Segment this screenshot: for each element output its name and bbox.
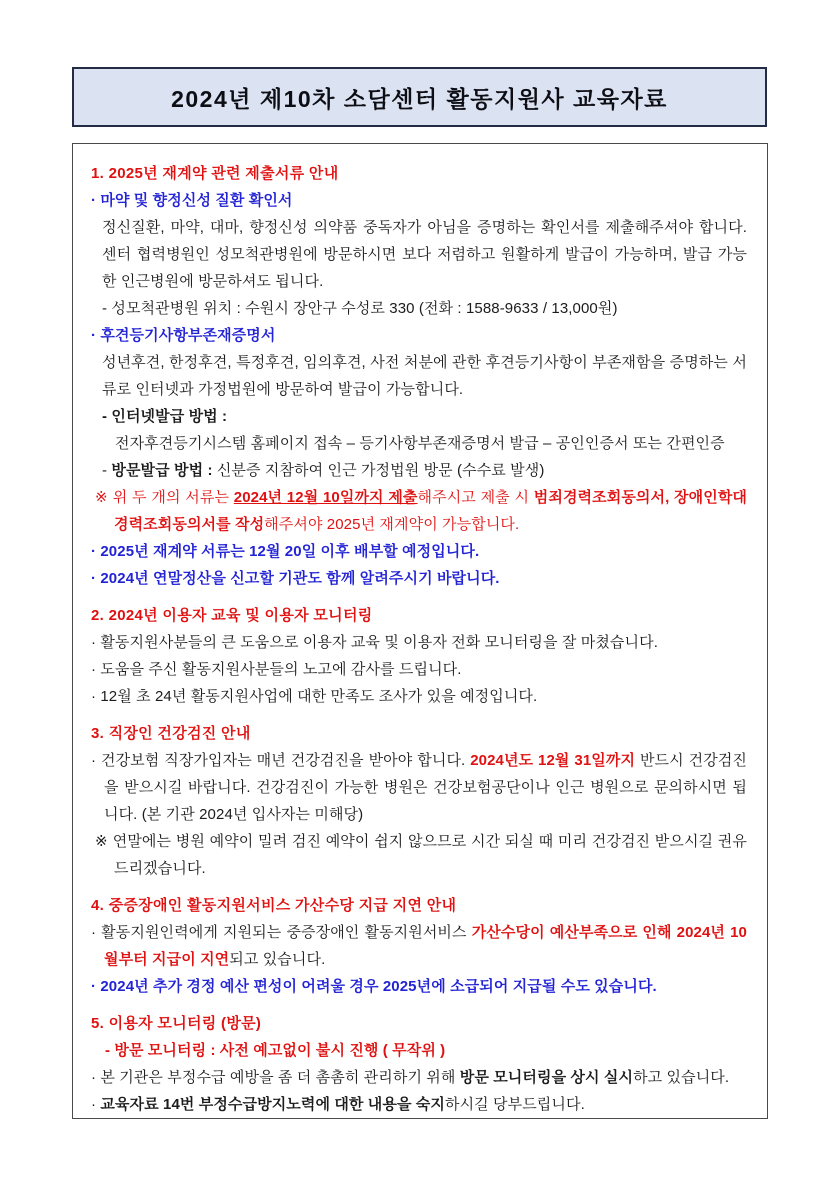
consent-forms-bold: 범죄경력조회동의서, 장애인학대경력조회동의서를 작성 [114, 489, 748, 533]
document-body-box [72, 143, 768, 1119]
section-allowance-delay [91, 892, 747, 1000]
text-segment: 해주시고 제출 시 [417, 489, 534, 506]
text-segment: 되고 있습니다. [229, 951, 326, 968]
section-recontract-documents [91, 160, 747, 592]
checkup-deadline-bold: 2024년도 12월 31일까지 [470, 752, 636, 769]
retroactive-payment-line: · 2024년 추가 경정 예산 편성이 어려울 경우 2025년에 소급되어 지급될 수도 있습니다. [91, 978, 657, 995]
submission-deadline-note [95, 484, 747, 538]
page-title: 2024년 제10차 소담센터 활동지원사 교육자료 [171, 85, 668, 112]
text-segment: 반드시 건강검진을 받으시길 바랍니다. 건강검진이 가능한 병원은 건강보험공단이나 인근 병원으로 문의하시면 됩니다. (본 기관 2024년 입사자는 미해당) [104, 752, 747, 823]
section-visit-monitoring [91, 1010, 747, 1118]
section-heading: 5. 이용자 모니터링 (방문) [91, 1015, 262, 1032]
subheading-guardianship-certificate: · 후견등기사항부존재증명서 [91, 327, 276, 344]
allowance-delay-paragraph [91, 919, 747, 973]
visit-issue-method-line [102, 457, 747, 484]
section-heading: 4. 중증장애인 활동지원서비스 가산수당 지급 지연 안내 [91, 897, 457, 914]
delay-reason-bold: 가산수당이 예산부족으로 인해 2024년 10월부터 지급이 지연 [104, 924, 747, 968]
text-segment: 하고 있습니다. [633, 1069, 730, 1086]
internet-issue-method-steps: 전자후견등기시스템 홈페이지 접속 – 등기사항부존재증명서 발급 – 공인인증서 또는 간편인증 [115, 435, 725, 452]
hospital-location-line: - 성모척관병원 위치 : 수원시 장안구 수성로 330 (전화 : 1588-9633 / 13,000원) [102, 300, 618, 317]
material-reference-bold: 교육자료 14번 부정수급방지노력에 대한 내용을 숙지 [100, 1096, 445, 1113]
section-heading: 2. 2024년 이용자 교육 및 이용자 모니터링 [91, 607, 373, 624]
text-segment: 신분증 지참하여 인근 가정법원 방문 (수수료 발생) [216, 462, 545, 479]
deadline-underlined: 2024년 12월 10일까지 제출 [233, 489, 418, 506]
distribution-schedule-line: · 2025년 재계약 서류는 12월 20일 이후 배부할 예정입니다. [91, 543, 480, 560]
section-user-education-monitoring [91, 602, 747, 710]
paragraph: · 12월 초 24년 활동지원사업에 대한 만족도 조사가 있을 예정입니다. [91, 688, 538, 705]
paragraph: 정신질환, 마약, 대마, 향정신성 의약품 중독자가 아님을 증명하는 확인서를 제출해주셔야 합니다. 센터 협력병원인 성모척관병원에 방문하시면 보다 저렴하고 원활하게 발급이 가능하며, 발급 가능한 인근병원에 방문하셔도 됩니다. [102, 219, 747, 290]
monitoring-practice-paragraph [91, 1064, 747, 1091]
text-segment: - [102, 462, 112, 479]
text-segment: ※ 위 두 개의 서류는 [95, 489, 234, 506]
paragraph: 성년후견, 한정후견, 특정후견, 임의후견, 사전 처분에 관한 후견등기사항이 부존재함을 증명하는 서류로 인터넷과 가정법원에 방문하여 발급이 가능합니다. [102, 354, 747, 398]
paragraph: · 활동지원사분들의 큰 도움으로 이용자 교육 및 이용자 전화 모니터링을 잘 마쳤습니다. [91, 634, 658, 651]
section-health-checkup [91, 720, 747, 882]
text-segment-bold: 방문발급 방법 : [111, 462, 217, 479]
text-segment: · 활동지원인력에게 지원되는 중증장애인 활동지원서비스 [91, 924, 472, 941]
section-heading: 1. 2025년 재계약 관련 제출서류 안내 [91, 165, 339, 182]
text-segment: 해주셔야 2025년 재계약이 가능합니다. [264, 516, 520, 533]
document-title-box [72, 67, 767, 127]
yearend-settlement-line: · 2024년 연말정산을 신고할 기관도 함께 알려주시기 바랍니다. [91, 570, 500, 587]
monitoring-bold: 방문 모니터링을 상시 실시 [459, 1069, 634, 1086]
health-checkup-paragraph [91, 747, 747, 828]
text-segment: · 건강보험 직장가입자는 매년 건강검진을 받아야 합니다. [91, 752, 471, 769]
paragraph: · 도움을 주신 활동지원사분들의 노고에 감사를 드립니다. [91, 661, 462, 678]
internet-issue-method-label: - 인터넷발급 방법 : [102, 408, 228, 425]
subheading-drug-certificate: · 마약 및 향정신성 질환 확인서 [91, 192, 293, 209]
visit-monitoring-rule-line: - 방문 모니터링 : 사전 예고없이 불시 진행 ( 무작위 ) [105, 1042, 446, 1059]
text-segment: · 본 기관은 부정수급 예방을 좀 더 촘촘히 관리하기 위해 [91, 1069, 460, 1086]
education-material-paragraph [91, 1091, 747, 1118]
text-segment: 하시길 당부드립니다. [445, 1096, 585, 1113]
section-heading: 3. 직장인 건강검진 안내 [91, 725, 251, 742]
text-segment: · [91, 1096, 101, 1113]
checkup-reservation-note: ※ 연말에는 병원 예약이 밀려 검진 예약이 쉽지 않으므로 시간 되실 때 미리 건강검진 받으시길 권유 드리겠습니다. [95, 833, 747, 877]
